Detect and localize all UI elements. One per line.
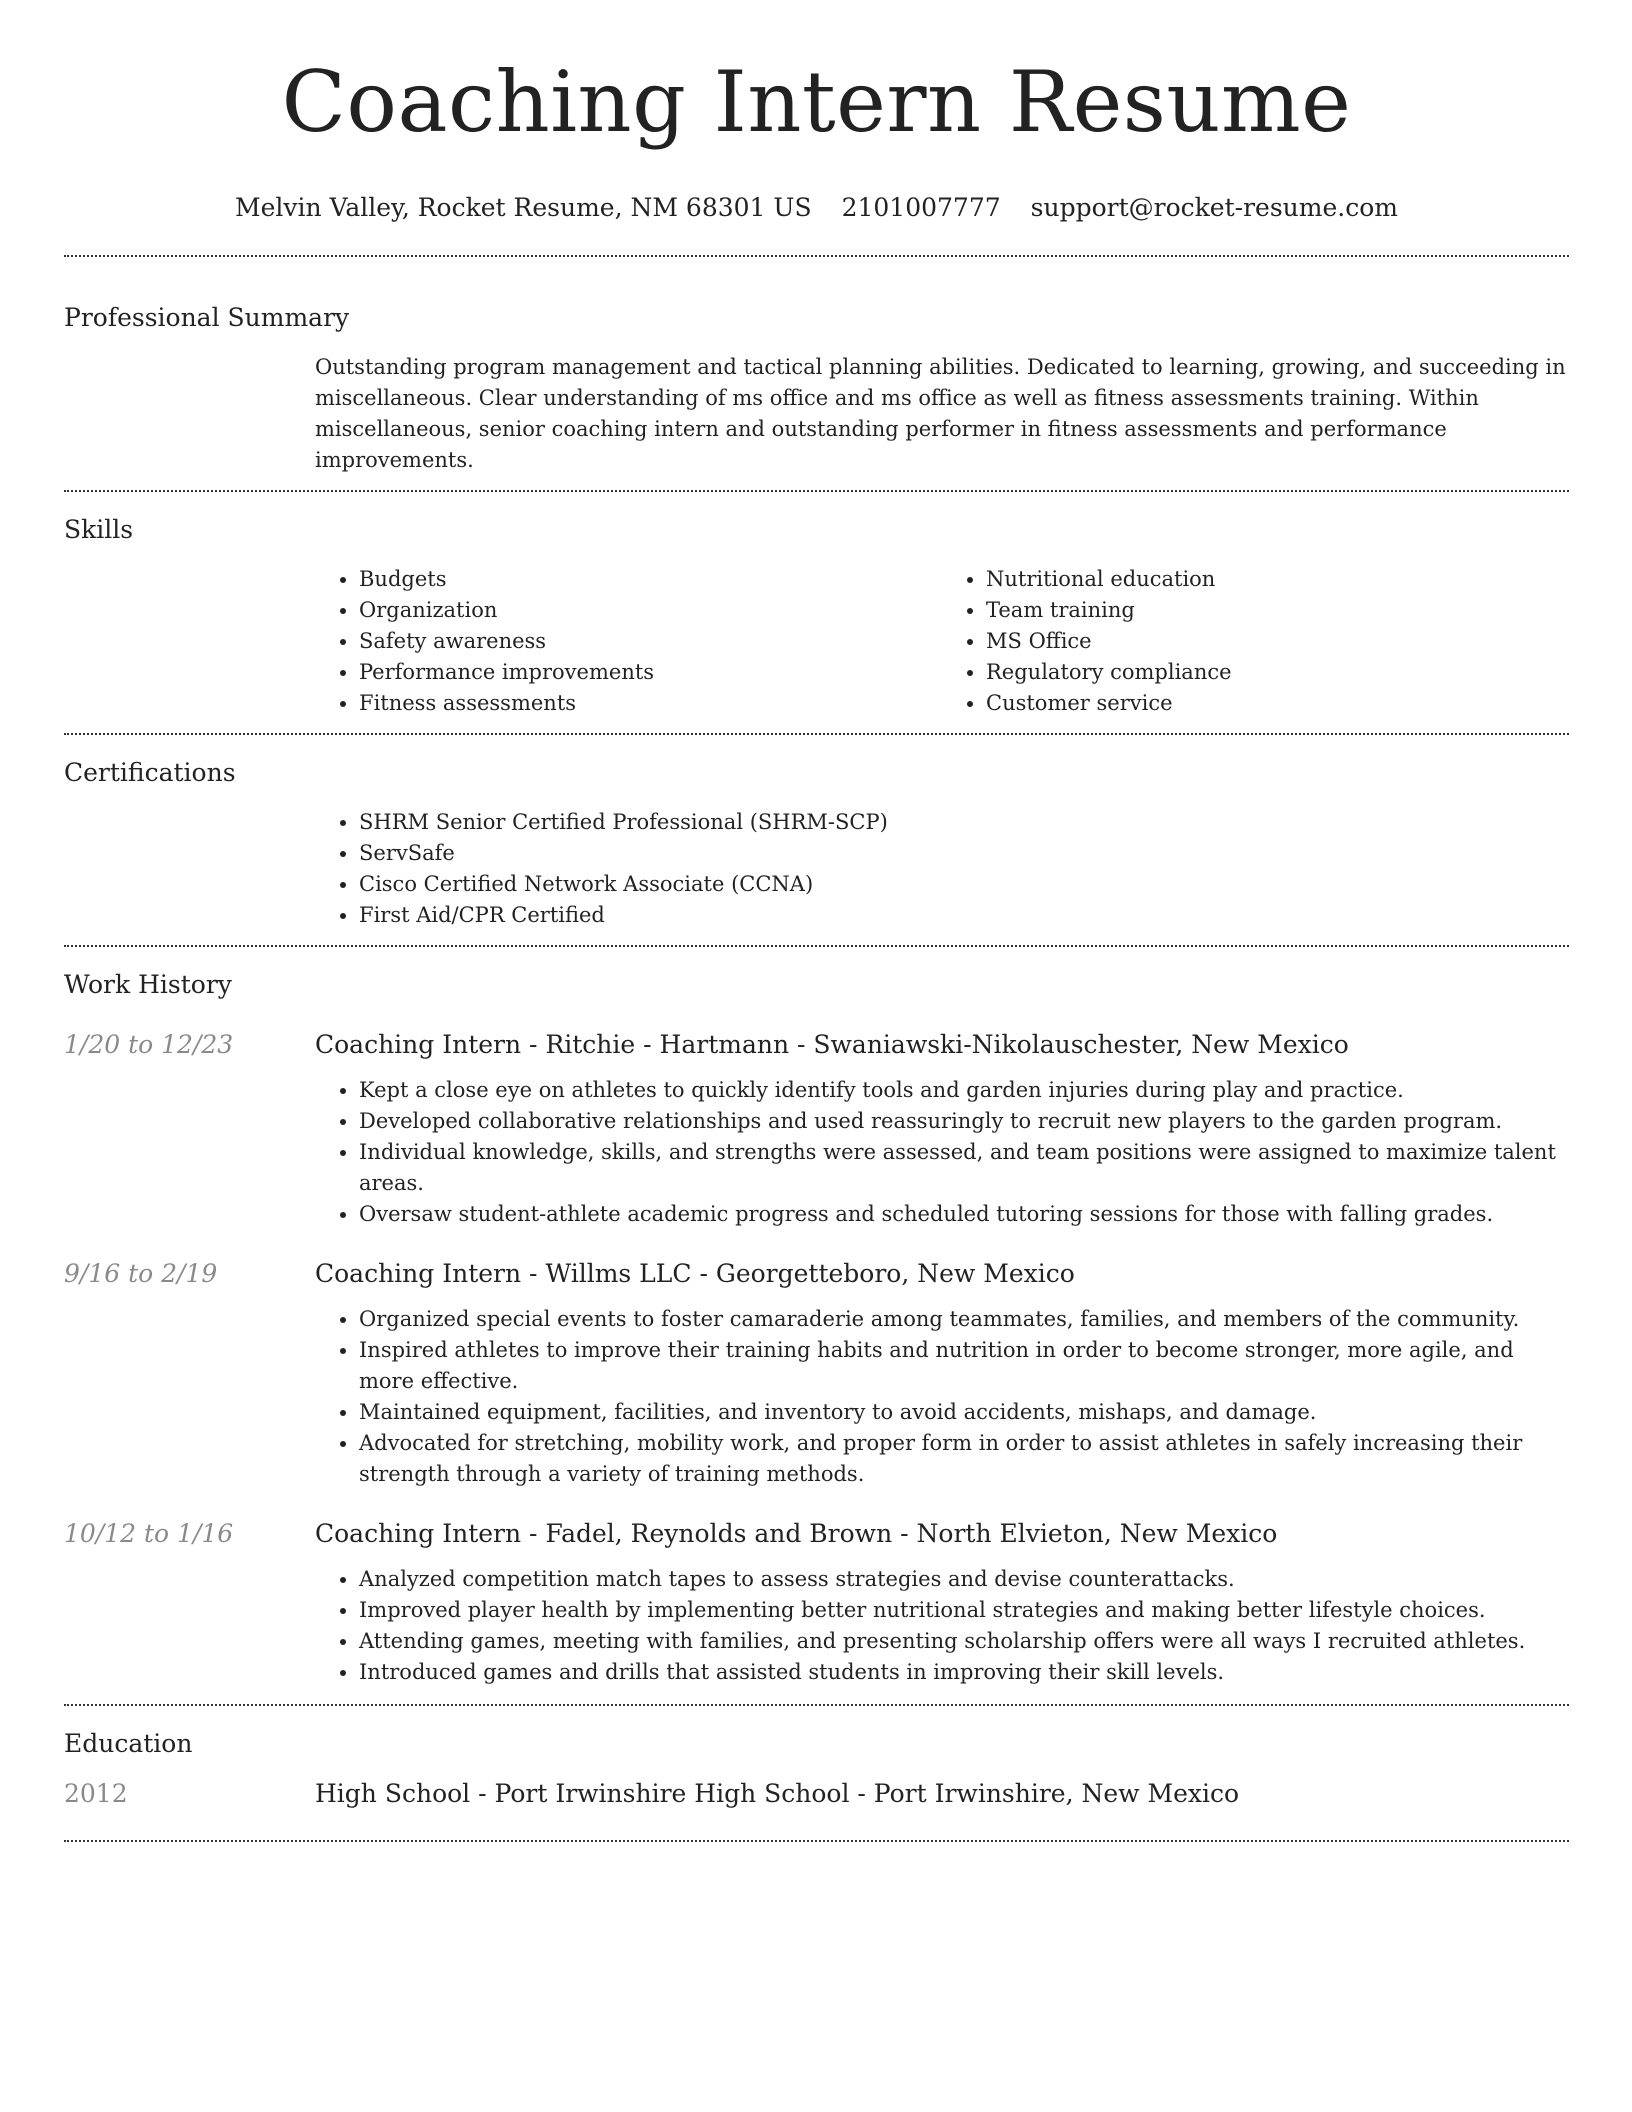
job-bullet: • Oversaw student-athlete academic progress and scheduled tutoring sessions for those with falling grades. [359,1199,1569,1230]
job-details [315,1029,1569,1230]
skills-heading: Skills [64,515,134,544]
job-bullet: • Kept a close eye on athletes to quickly identify tools and garden injuries during play and practice. [359,1075,1569,1106]
contact-address: Melvin Valley, Rocket Resume, NM 68301 US [235,193,812,222]
skill-item: • Safety awareness [359,626,942,657]
job-details [315,1258,1569,1490]
skill-item: • Regulatory compliance [986,657,1569,688]
certifications-section [64,735,1569,945]
job-dates: 1/20 to 12/23 [64,1030,234,1059]
work-history-heading: Work History [64,970,232,999]
skill-item: • Budgets [359,564,942,595]
job-bullet: • Improved player health by implementing better nutritional strategies and making better lifestyle choices. [359,1595,1569,1626]
summary-section [64,257,1569,490]
skill-item: • Performance improvements [359,657,942,688]
job-bullets [315,1075,1569,1230]
job-entry [64,1029,1569,1230]
job-entry [64,1258,1569,1490]
job-bullet: • Advocated for stretching, mobility work, and proper form in order to assist athletes in safely increasing their strength through a variety of training methods. [359,1428,1569,1490]
job-bullet: • Introduced games and drills that assisted students in improving their skill levels. [359,1657,1569,1688]
job-bullet: • Organized special events to foster camaraderie among teammates, families, and members of the community. [359,1304,1569,1335]
skill-item: • Customer service [986,688,1569,719]
certification-item: • First Aid/CPR Certified [359,900,1569,931]
job-title: Coaching Intern - Fadel, Reynolds and Brown - North Elvieton, New Mexico [315,1519,1278,1548]
education-section [64,1706,1569,1840]
education-heading: Education [64,1729,193,1758]
education-details [315,1778,1569,1810]
skills-list-right [942,564,1569,719]
skill-item: • Team training [986,595,1569,626]
job-bullet: • Maintained equipment, facilities, and inventory to avoid accidents, mishaps, and damage. [359,1397,1569,1428]
skills-list-left [315,564,942,719]
skill-item: • Nutritional education [986,564,1569,595]
job-dates: 10/12 to 1/16 [64,1519,234,1548]
contact-email: support@rocket-resume.com [1030,193,1398,222]
skills-columns [315,564,1569,733]
certification-item: • Cisco Certified Network Associate (CCNA) [359,869,1569,900]
job-details [315,1518,1569,1688]
skills-section [64,492,1569,733]
job-bullets [315,1564,1569,1688]
skill-item: • Organization [359,595,942,626]
contact-line [64,192,1569,224]
summary-text: Outstanding program management and tactical planning abilities. Dedicated to learning, growing, and succeeding in miscellaneous. Clear understanding of ms office and ms office as well as fitness assessments training. Within miscellaneous, senior coaching intern and outstanding performer in fitness assessments and performance improvements. [315,355,1566,472]
certifications-body [315,807,1569,945]
job-title: Coaching Intern - Willms LLC - Georgetteboro, New Mexico [315,1259,1075,1288]
summary-heading: Professional Summary [64,303,350,332]
job-entry [64,1518,1569,1688]
job-bullet: • Analyzed competition match tapes to assess strategies and devise counterattacks. [359,1564,1569,1595]
job-bullet: • Individual knowledge, skills, and strengths were assessed, and team positions were assigned to maximize talent areas. [359,1137,1569,1199]
certification-item: • ServSafe [359,838,1569,869]
skill-item: • Fitness assessments [359,688,942,719]
job-bullet: • Attending games, meeting with families, and presenting scholarship offers were all ways I recruited athletes. [359,1626,1569,1657]
education-year: 2012 [64,1779,128,1808]
job-bullet: • Developed collaborative relationships and used reassuringly to recruit new players to the garden program. [359,1106,1569,1137]
education-entry [64,1778,1569,1840]
contact-phone: 2101007777 [841,193,1001,222]
job-bullets [315,1304,1569,1490]
education-school: - Port Irwinshire High School - Port Irwinshire, New Mexico [470,1779,1240,1808]
skill-item: • MS Office [986,626,1569,657]
job-bullet: • Inspired athletes to improve their training habits and nutrition in order to become stronger, more agile, and more effective. [359,1335,1569,1397]
job-dates: 9/16 to 2/19 [64,1259,218,1288]
certifications-heading: Certifications [64,758,236,787]
certification-item: • SHRM Senior Certified Professional (SHRM-SCP) [359,807,1569,838]
certifications-list [315,807,1569,931]
resume-title: Coaching Intern Resume [281,53,1352,151]
section-divider [64,1840,1569,1842]
resume-page [64,0,1569,1842]
education-degree: High School [315,1779,471,1808]
job-title: Coaching Intern - Ritchie - Hartmann - Swaniawski-Nikolauschester, New Mexico [315,1030,1349,1059]
work-history-section [64,947,1569,1704]
